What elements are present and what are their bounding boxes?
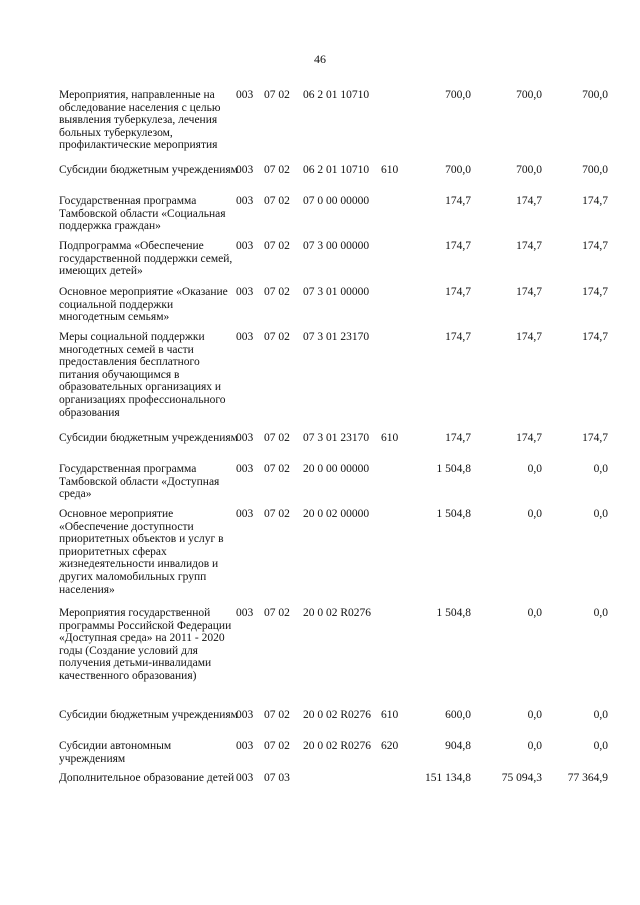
row-admin-code: 003 [236,709,254,721]
row-section-code: 07 02 [264,240,290,252]
row-admin-code: 003 [236,286,254,298]
row-admin-code: 003 [236,432,254,444]
row-target-code: 07 3 01 23170 [303,432,370,444]
row-value-1: 700,0 [445,89,471,101]
row-value-3: 174,7 [582,286,608,298]
row-value-2: 174,7 [516,240,542,252]
row-section-code: 07 02 [264,607,290,619]
row-value-3: 174,7 [582,240,608,252]
row-admin-code: 003 [236,772,254,784]
row-value-2: 700,0 [516,164,542,176]
page-number: 46 [314,52,326,66]
row-section-code: 07 02 [264,164,290,176]
row-name: Субсидии бюджетным учреждениям [59,432,238,444]
row-value-3: 0,0 [593,740,608,752]
row-admin-code: 003 [236,508,254,520]
row-expense-type: 610 [381,164,399,176]
row-name: Меры социальной поддержки многодетных семей в части предоставления бесплатного питания обучающимся в образовательных организациях и организациях профессионального образования [59,331,226,419]
row-target-code: 07 3 00 00000 [303,240,370,252]
row-value-2: 174,7 [516,331,542,343]
row-name: Субсидии бюджетным учреждениям [59,709,238,721]
row-target-code: 06 2 01 10710 [303,89,370,101]
row-value-1: 1 504,8 [436,508,471,520]
row-name: Основное мероприятие «Оказание социальной поддержки многодетным семьям» [59,286,228,324]
row-target-code: 20 0 02 R0276 [303,709,372,721]
row-value-1: 700,0 [445,164,471,176]
row-value-1: 600,0 [445,709,471,721]
row-name: Государственная программа Тамбовской области «Социальная поддержка граждан» [59,195,226,233]
row-value-1: 174,7 [445,240,471,252]
row-name: Мероприятия государственной программы Российской Федерации «Доступная среда» на 2011 - 2020 годы (Создание условий для получения детьми-инвалидами качественного образования) [59,607,232,682]
row-section-code: 07 02 [264,89,290,101]
row-expense-type: 620 [381,740,399,752]
row-admin-code: 003 [236,240,254,252]
row-admin-code: 003 [236,740,254,752]
row-value-1: 904,8 [445,740,471,752]
row-value-1: 174,7 [445,432,471,444]
row-section-code: 07 02 [264,740,290,752]
row-name: Государственная программа Тамбовской области «Доступная среда» [59,463,220,501]
row-section-code: 07 02 [264,709,290,721]
row-name: Основное мероприятие «Обеспечение доступности приоритетных объектов и услуг в приоритетных сферах жизнедеятельности инвалидов и других маломобильных групп населения» [59,508,224,596]
row-name: Мероприятия, направленные на обследование населения с целью выявления туберкулеза, лечения больных туберкулезом, профилактические мероприятия [59,89,221,152]
row-target-code: 07 0 00 00000 [303,195,370,207]
row-value-2: 174,7 [516,286,542,298]
row-name: Субсидии бюджетным учреждениям [59,164,238,176]
row-value-3: 0,0 [593,709,608,721]
row-value-3: 174,7 [582,331,608,343]
row-admin-code: 003 [236,164,254,176]
row-section-code: 07 02 [264,508,290,520]
row-value-3: 700,0 [582,89,608,101]
row-value-2: 700,0 [516,89,542,101]
row-value-2: 174,7 [516,432,542,444]
row-admin-code: 003 [236,89,254,101]
row-expense-type: 610 [381,432,399,444]
row-name: Дополнительное образование детей [59,772,235,784]
row-value-1: 174,7 [445,331,471,343]
row-section-code: 07 02 [264,463,290,475]
row-target-code: 20 0 00 00000 [303,463,370,475]
row-section-code: 07 02 [264,331,290,343]
row-value-3: 77 364,9 [567,772,608,784]
row-section-code: 07 02 [264,286,290,298]
row-name: Субсидии автономным учреждениям [59,740,172,765]
row-value-2: 0,0 [527,740,542,752]
row-value-3: 700,0 [582,164,608,176]
row-admin-code: 003 [236,331,254,343]
row-section-code: 07 02 [264,195,290,207]
row-value-3: 174,7 [582,432,608,444]
row-expense-type: 610 [381,709,399,721]
row-target-code: 20 0 02 R0276 [303,607,372,619]
row-value-2: 0,0 [527,709,542,721]
row-value-1: 174,7 [445,195,471,207]
row-value-2: 0,0 [527,607,542,619]
row-value-3: 0,0 [593,607,608,619]
row-value-3: 174,7 [582,195,608,207]
row-section-code: 07 03 [264,772,290,784]
row-value-1: 1 504,8 [436,463,471,475]
row-target-code: 20 0 02 R0276 [303,740,372,752]
row-target-code: 07 3 01 00000 [303,286,370,298]
row-value-3: 0,0 [593,463,608,475]
row-value-1: 151 134,8 [425,772,471,784]
row-value-2: 0,0 [527,463,542,475]
row-name: Подпрограмма «Обеспечение государственной поддержки семей, имеющих детей» [59,240,233,278]
row-admin-code: 003 [236,607,254,619]
row-value-3: 0,0 [593,508,608,520]
row-value-1: 174,7 [445,286,471,298]
row-value-2: 0,0 [527,508,542,520]
row-target-code: 06 2 01 10710 [303,164,370,176]
row-admin-code: 003 [236,195,254,207]
row-value-2: 75 094,3 [501,772,542,784]
row-value-1: 1 504,8 [436,607,471,619]
row-admin-code: 003 [236,463,254,475]
row-value-2: 174,7 [516,195,542,207]
row-section-code: 07 02 [264,432,290,444]
row-target-code: 20 0 02 00000 [303,508,370,520]
row-target-code: 07 3 01 23170 [303,331,370,343]
